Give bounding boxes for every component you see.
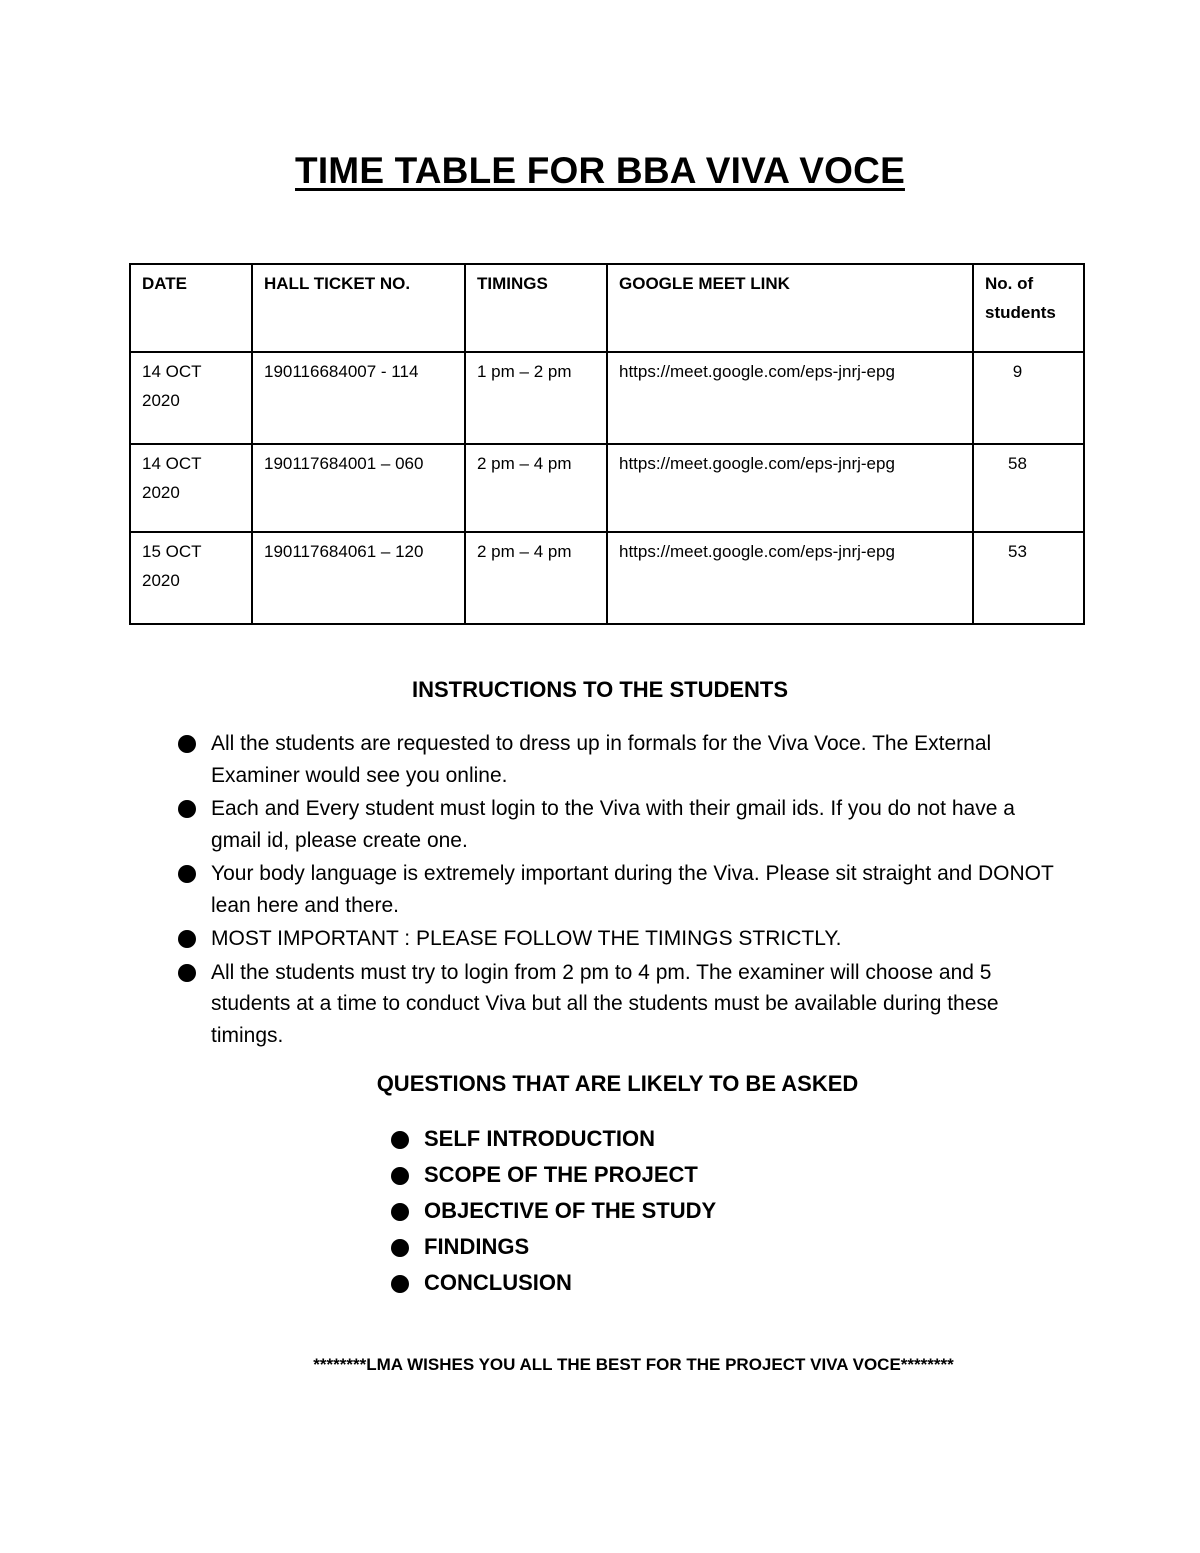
- list-item: [176, 858, 1056, 921]
- question-text: SCOPE OF THE PROJECT: [424, 1162, 698, 1187]
- instruction-text: Each and Every student must login to the Viva with their gmail ids. If you do not have a gmail id, please create one.: [211, 797, 1015, 852]
- meet-link-cell[interactable]: https://meet.google.com/eps-jnrj-epg: [607, 352, 973, 444]
- bullet-icon: [178, 930, 196, 948]
- instruction-text: All the students are requested to dress up in formals for the Viva Voce. The External Examiner would see you online.: [211, 732, 992, 787]
- header-date: DATE: [130, 264, 252, 352]
- student-count-cell: 9: [973, 352, 1084, 444]
- question-text: CONCLUSION: [424, 1270, 572, 1295]
- schedule-table: [129, 263, 1085, 625]
- date-cell: [130, 532, 252, 624]
- questions-heading: QUESTIONS THAT ARE LIKELY TO BE ASKED: [376, 1071, 859, 1096]
- header-meet-link: GOOGLE MEET LINK: [607, 264, 973, 352]
- list-item: [389, 1121, 716, 1157]
- list-item: [389, 1229, 716, 1265]
- bullet-icon: [391, 1275, 409, 1293]
- timings-cell: 1 pm – 2 pm: [465, 352, 607, 444]
- header-hall-ticket: HALL TICKET NO.: [252, 264, 465, 352]
- question-text: FINDINGS: [424, 1234, 530, 1259]
- table-row: [130, 444, 1084, 532]
- table-row: [130, 352, 1084, 444]
- date-day: 15 OCT: [142, 542, 202, 561]
- student-count-cell: 53: [973, 532, 1084, 624]
- timings-cell: 2 pm – 4 pm: [465, 444, 607, 532]
- bullet-icon: [391, 1167, 409, 1185]
- header-timings: TIMINGS: [465, 264, 607, 352]
- bullet-icon: [178, 800, 196, 818]
- date-year: 2020: [142, 483, 180, 502]
- instruction-text: Your body language is extremely important during the Viva. Please sit straight and DONOT lean here and there.: [211, 862, 1054, 917]
- instruction-text: All the students must try to login from 2 pm to 4 pm. The examiner will choose and 5 students at a time to conduct Viva but all the students must be available during these timings.: [211, 960, 999, 1047]
- meet-link-cell[interactable]: https://meet.google.com/eps-jnrj-epg: [607, 444, 973, 532]
- timings-cell: 2 pm – 4 pm: [465, 532, 607, 624]
- hall-ticket-cell: 190117684061 – 120: [252, 532, 465, 624]
- header-student-count: [973, 264, 1084, 352]
- date-cell: [130, 352, 252, 444]
- bullet-icon: [391, 1203, 409, 1221]
- date-day: 14 OCT: [142, 454, 202, 473]
- list-item: [389, 1157, 716, 1193]
- student-count-cell: 58: [973, 444, 1084, 532]
- instructions-heading: INSTRUCTIONS TO THE STUDENTS: [411, 677, 789, 702]
- page-title: TIME TABLE FOR BBA VIVA VOCE: [295, 150, 905, 191]
- bullet-icon: [178, 735, 196, 753]
- meet-link-cell[interactable]: https://meet.google.com/eps-jnrj-epg: [607, 532, 973, 624]
- hall-ticket-cell: 190116684007 - 114: [252, 352, 465, 444]
- bullet-icon: [391, 1131, 409, 1149]
- closing-message: ********LMA WISHES YOU ALL THE BEST FOR THE PROJECT VIVA VOCE********: [313, 1355, 954, 1374]
- list-item: [176, 793, 1056, 856]
- instructions-list: [176, 728, 1056, 1053]
- questions-list: [389, 1121, 716, 1301]
- list-item: [176, 728, 1056, 791]
- list-item: [389, 1193, 716, 1229]
- date-cell: [130, 444, 252, 532]
- header-count-line1: No. of: [985, 274, 1034, 293]
- date-year: 2020: [142, 391, 180, 410]
- question-text: OBJECTIVE OF THE STUDY: [424, 1198, 717, 1223]
- header-count-line2: students: [985, 303, 1056, 322]
- list-item: [389, 1265, 716, 1301]
- instruction-text: MOST IMPORTANT : PLEASE FOLLOW THE TIMINGS STRICTLY.: [211, 927, 842, 950]
- question-text: SELF INTRODUCTION: [424, 1126, 655, 1151]
- list-item: [176, 923, 1056, 955]
- bullet-icon: [178, 964, 196, 982]
- bullet-icon: [391, 1239, 409, 1257]
- list-item: [176, 957, 1056, 1052]
- table-header-row: [130, 264, 1084, 352]
- date-year: 2020: [142, 571, 180, 590]
- bullet-icon: [178, 865, 196, 883]
- hall-ticket-cell: 190117684001 – 060: [252, 444, 465, 532]
- date-day: 14 OCT: [142, 362, 202, 381]
- table-row: [130, 532, 1084, 624]
